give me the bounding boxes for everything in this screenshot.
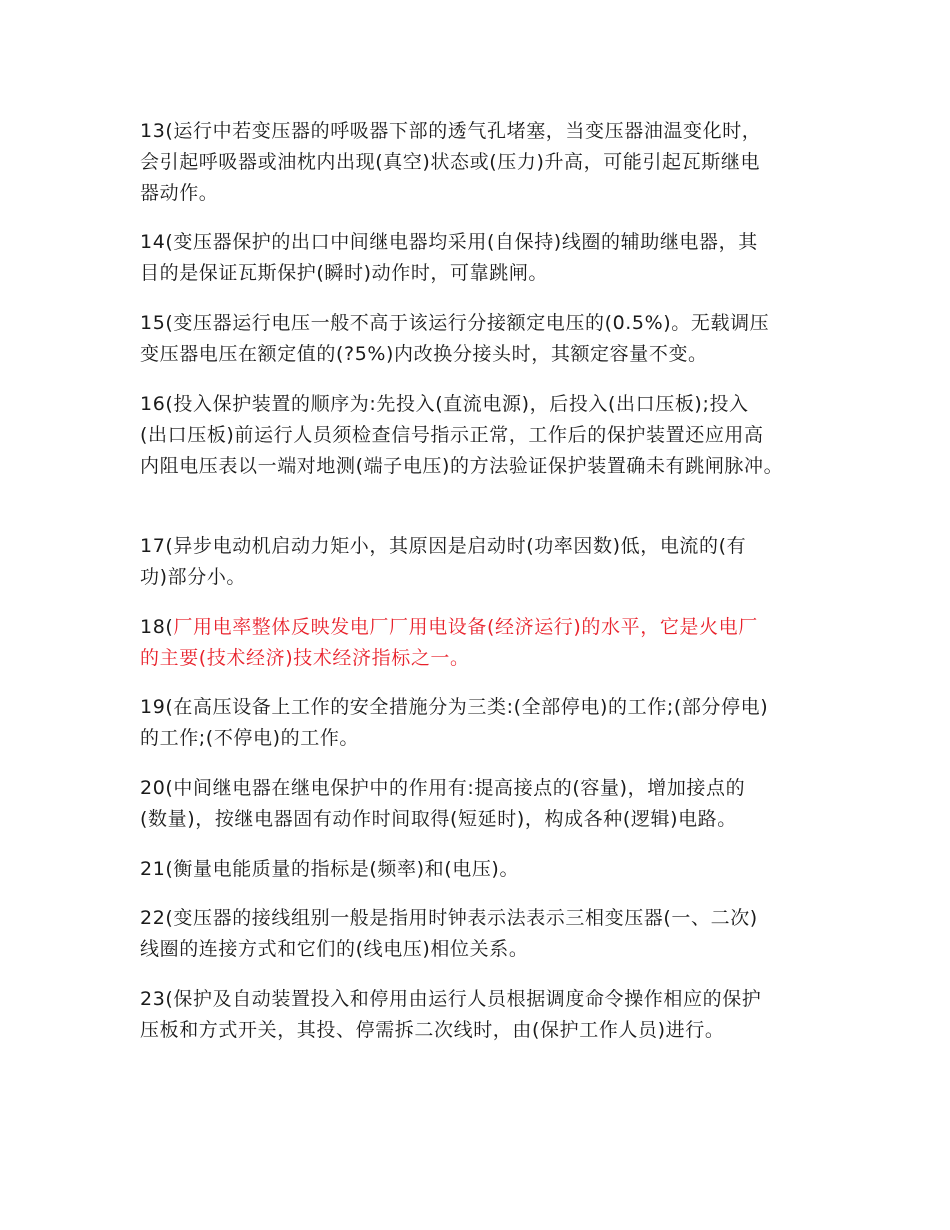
question-15-line-1: 15(变压器运行电压一般不高于该运行分接额定电压的(0.5%)。无载调压 (140, 312, 770, 334)
question-21-line-1: 21(衡量电能质量的指标是(频率)和(电压)。 (140, 858, 520, 880)
question-17-line-2: 功)部分小。 (140, 566, 247, 588)
question-22-line-1: 22(变压器的接线组别一般是指用时钟表示法表示三相变压器(一、二次) (140, 907, 758, 929)
question-14-line-2: 目的是保证瓦斯保护(瞬时)动作时，可靠跳闸。 (140, 262, 549, 284)
question-21 (140, 854, 830, 885)
question-23-line-1: 23(保护及自动装置投入和停用由运行人员根据调度命令操作相应的保护 (140, 988, 762, 1010)
question-13 (140, 116, 830, 209)
question-14 (140, 227, 830, 289)
question-23-line-2: 压板和方式开关，其投、停需拆二次线时，由(保护工作人员)进行。 (140, 1019, 725, 1041)
question-18-line-1 (140, 612, 830, 643)
question-15 (140, 308, 830, 370)
question-20-line-1: 20(中间继电器在继电保护中的作用有:提高接点的(容量)，增加接点的 (140, 777, 746, 799)
question-15-line-2: 变压器电压在额定值的(?5%)内改换分接头时，其额定容量不变。 (140, 343, 708, 365)
question-14-line-1: 14(变压器保护的出口中间继电器均采用(自保持)线圈的辅助继电器，其 (140, 231, 758, 253)
question-13-line-1: 13(运行中若变压器的呼吸器下部的透气孔堵塞，当变压器油温变化时， (140, 120, 762, 142)
question-22 (140, 903, 830, 965)
question-19 (140, 692, 830, 754)
question-16-line-2: (出口压板)前运行人员须检查信号指示正常，工作后的保护装置还应用高 (140, 424, 764, 446)
question-17-line-1: 17(异步电动机启动力矩小，其原因是启动时(功率因数)低，电流的(有 (140, 535, 747, 557)
question-16-line-3: 内阻电压表以一端对地测(端子电压)的方法验证保护装置确未有跳闸脉冲。 (140, 455, 784, 477)
question-19-line-1: 19(在高压设备上工作的安全措施分为三类:(全部停电)的工作;(部分停电) (140, 696, 769, 718)
question-13-line-3: 器动作。 (140, 182, 219, 204)
question-17 (140, 531, 830, 593)
question-16-line-1: 16(投入保护装置的顺序为:先投入(直流电源)，后投入(出口压板);投入 (140, 393, 749, 415)
question-18-highlight-text: 厂用电率整体反映发电厂厂用电设备(经济运行)的水平，它是火电厂 (173, 616, 758, 638)
question-16 (140, 389, 830, 482)
question-20 (140, 773, 830, 835)
question-22-line-2: 线圈的连接方式和它们的(线电压)相位关系。 (140, 938, 529, 960)
question-18 (140, 612, 830, 674)
question-20-line-2: (数量)，按继电器固有动作时间取得(短延时)，构成各种(逻辑)电路。 (140, 808, 737, 830)
question-18-line-2: 的主要(技术经济)技术经济指标之一。 (140, 647, 470, 669)
question-18-number: 18( (140, 616, 174, 638)
question-23 (140, 984, 830, 1046)
question-13-line-2: 会引起呼吸器或油枕内出现(真空)状态或(压力)升高，可能引起瓦斯继电 (140, 151, 761, 173)
question-19-line-2: 的工作;(不停电)的工作。 (140, 727, 360, 749)
